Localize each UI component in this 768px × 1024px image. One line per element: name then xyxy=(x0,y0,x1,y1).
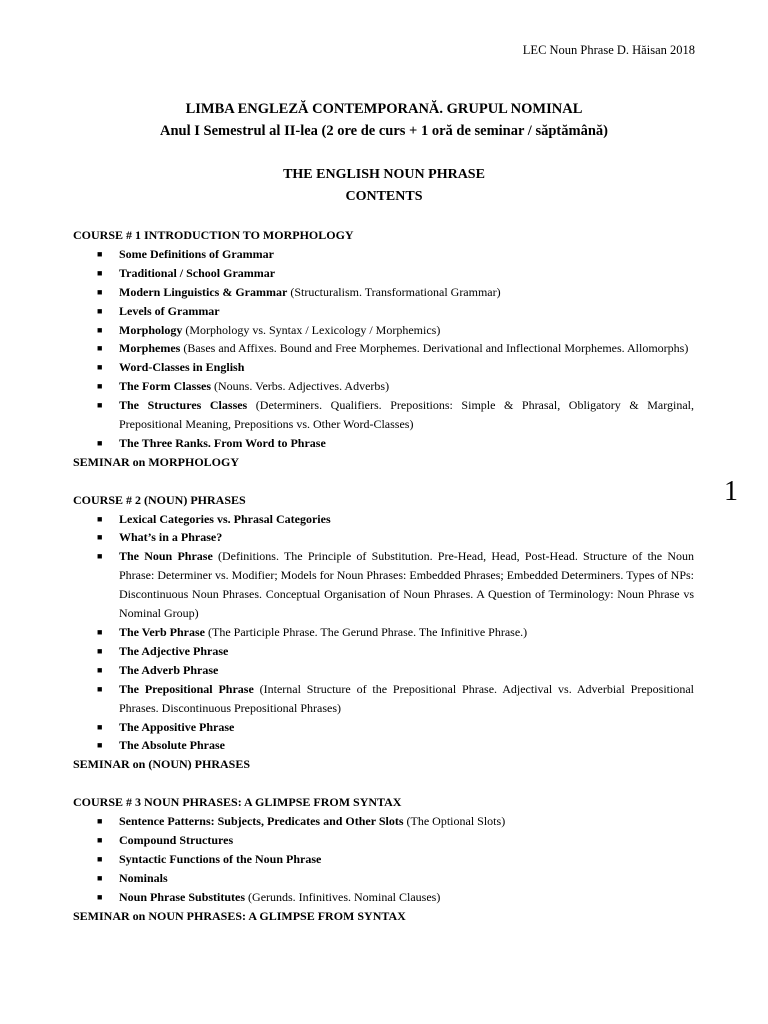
square-bullet-icon: ■ xyxy=(97,816,103,827)
topic-title: What’s in a Phrase? xyxy=(119,530,223,545)
square-bullet-icon: ■ xyxy=(97,513,103,524)
topic-title: The Noun Phrase xyxy=(119,549,213,564)
contents-list xyxy=(73,226,694,944)
topic-item xyxy=(73,680,694,718)
document-subtitle xyxy=(0,164,768,208)
square-bullet-icon: ■ xyxy=(97,532,103,543)
topic-item xyxy=(73,321,694,340)
square-bullet-icon: ■ xyxy=(97,740,103,751)
topic-title: Syntactic Functions of the Noun Phrase xyxy=(119,851,322,866)
course-section xyxy=(73,793,694,925)
topic-item xyxy=(73,736,694,755)
title-line-1: LIMBA ENGLEZĂ CONTEMPORANĂ. GRUPUL NOMINAL xyxy=(185,101,583,117)
topic-title: Noun Phrase Substitutes xyxy=(119,889,246,904)
square-bullet-icon: ■ xyxy=(97,551,103,562)
topic-item xyxy=(73,528,694,547)
topic-detail: (Internal Structure of the Prepositional Phrase. Adjectival vs. Adverbial Prepositional Phrases. Discontinuous Prepositional Phrases) xyxy=(119,681,694,715)
topic-title: The Absolute Phrase xyxy=(119,738,226,753)
square-bullet-icon: ■ xyxy=(97,721,103,732)
square-bullet-icon: ■ xyxy=(97,437,103,448)
topic-title: The Verb Phrase xyxy=(119,625,206,640)
topic-item xyxy=(73,396,694,434)
topic-title: Morphemes xyxy=(119,341,181,356)
topic-list xyxy=(73,812,694,907)
topic-item xyxy=(73,339,694,358)
topic-title: The Prepositional Phrase xyxy=(119,681,254,696)
topic-title: The Form Classes xyxy=(119,379,211,394)
topic-title: Word-Classes in English xyxy=(119,360,245,375)
topic-title: The Adjective Phrase xyxy=(119,643,229,658)
square-bullet-icon: ■ xyxy=(97,248,103,259)
topic-title: The Structures Classes xyxy=(119,398,248,413)
square-bullet-icon: ■ xyxy=(97,853,103,864)
topic-detail: (Bases and Affixes. Bound and Free Morphemes. Derivational and Inflectional Morphemes. Allomorphs) xyxy=(183,341,689,356)
square-bullet-icon: ■ xyxy=(97,286,103,297)
topic-detail: (The Participle Phrase. The Gerund Phrase. The Infinitive Phrase.) xyxy=(208,625,528,640)
topic-title: The Three Ranks. From Word to Phrase xyxy=(119,435,326,450)
topic-title: Some Definitions of Grammar xyxy=(119,246,274,261)
topic-detail: (The Optional Slots) xyxy=(406,814,506,829)
topic-title: Sentence Patterns: Subjects, Predicates and Other Slots xyxy=(119,814,404,829)
square-bullet-icon: ■ xyxy=(97,683,103,694)
topic-item xyxy=(73,283,694,302)
running-head: LEC Noun Phrase D. Hăisan 2018 xyxy=(522,43,695,57)
topic-title: The Adverb Phrase xyxy=(119,662,219,677)
title-line-2: Anul I Semestrul al II-lea (2 ore de curs + 1 oră de seminar / săptămână) xyxy=(160,123,608,139)
topic-detail: (Definitions. The Principle of Substitution. Pre-Head, Head, Post-Head. Structure of the Noun Phrase: Determiner vs. Modifier; Models for Noun Phrases: Embedded Phrases; Embedded Determiners. Types of NPs: Discontinuous Noun Phrases. Conceptual Organisation of Noun Phrases. A Question of Terminology: Noun Phrase vs Nominal Group) xyxy=(119,549,694,621)
square-bullet-icon: ■ xyxy=(97,400,103,411)
topic-item xyxy=(73,245,694,264)
square-bullet-icon: ■ xyxy=(97,381,103,392)
topic-item xyxy=(73,831,694,850)
topic-title: Morphology xyxy=(119,322,183,337)
course-heading: COURSE # 1 INTRODUCTION TO MORPHOLOGY xyxy=(73,228,354,242)
topic-title: Lexical Categories vs. Phrasal Categories xyxy=(119,511,331,526)
square-bullet-icon: ■ xyxy=(97,362,103,373)
square-bullet-icon: ■ xyxy=(97,664,103,675)
subtitle-line-2: CONTENTS xyxy=(345,189,423,204)
course-heading: COURSE # 2 (NOUN) PHRASES xyxy=(73,492,246,507)
square-bullet-icon: ■ xyxy=(97,645,103,656)
topic-list xyxy=(73,510,694,756)
topic-title: Nominals xyxy=(119,870,168,885)
course-heading: COURSE # 3 NOUN PHRASES: A GLIMPSE FROM SYNTAX xyxy=(73,795,402,810)
seminar-heading: SEMINAR on MORPHOLOGY xyxy=(73,454,240,469)
topic-title: Compound Structures xyxy=(119,832,234,847)
topic-item xyxy=(73,623,694,642)
topic-detail: (Nouns. Verbs. Adjectives. Adverbs) xyxy=(214,379,390,394)
topic-detail: (Determiners. Qualifiers. Prepositions: Simple & Phrasal, Obligatory & Marginal, Prepositional Meaning, Prepositions vs. Other Word-Classes) xyxy=(119,398,694,432)
topic-item xyxy=(73,358,694,377)
square-bullet-icon: ■ xyxy=(97,891,103,902)
topic-detail: (Gerunds. Infinitives. Nominal Clauses) xyxy=(248,889,441,904)
topic-list xyxy=(73,245,694,453)
square-bullet-icon: ■ xyxy=(97,267,103,278)
topic-detail: (Structuralism. Transformational Grammar) xyxy=(290,284,501,299)
topic-title: Traditional / School Grammar xyxy=(119,265,276,280)
seminar-heading: SEMINAR on (NOUN) PHRASES xyxy=(73,757,251,772)
topic-item xyxy=(73,547,694,623)
course-section xyxy=(73,491,694,775)
square-bullet-icon: ■ xyxy=(97,324,103,335)
topic-title: The Appositive Phrase xyxy=(119,719,235,734)
square-bullet-icon: ■ xyxy=(97,627,103,638)
topic-item xyxy=(73,812,694,831)
square-bullet-icon: ■ xyxy=(97,872,103,883)
course-section xyxy=(73,226,694,472)
topic-item xyxy=(73,264,694,283)
square-bullet-icon: ■ xyxy=(97,343,103,354)
topic-item xyxy=(73,642,694,661)
square-bullet-icon: ■ xyxy=(97,834,103,845)
topic-item xyxy=(73,661,694,680)
seminar-heading: SEMINAR on NOUN PHRASES: A GLIMPSE FROM SYNTAX xyxy=(73,908,406,923)
topic-title: Levels of Grammar xyxy=(119,303,220,318)
topic-title: Modern Linguistics & Grammar xyxy=(119,284,288,299)
page-number: 1 xyxy=(724,476,738,507)
topic-item xyxy=(73,869,694,888)
topic-item xyxy=(73,302,694,321)
topic-item xyxy=(73,377,694,396)
topic-item xyxy=(73,888,694,907)
topic-item xyxy=(73,718,694,737)
topic-item xyxy=(73,434,694,453)
subtitle-line-1: THE ENGLISH NOUN PHRASE xyxy=(283,167,485,182)
topic-detail: (Morphology vs. Syntax / Lexicology / Morphemics) xyxy=(185,322,441,337)
document-title xyxy=(0,98,768,142)
topic-item xyxy=(73,510,694,529)
square-bullet-icon: ■ xyxy=(97,305,103,316)
topic-item xyxy=(73,850,694,869)
